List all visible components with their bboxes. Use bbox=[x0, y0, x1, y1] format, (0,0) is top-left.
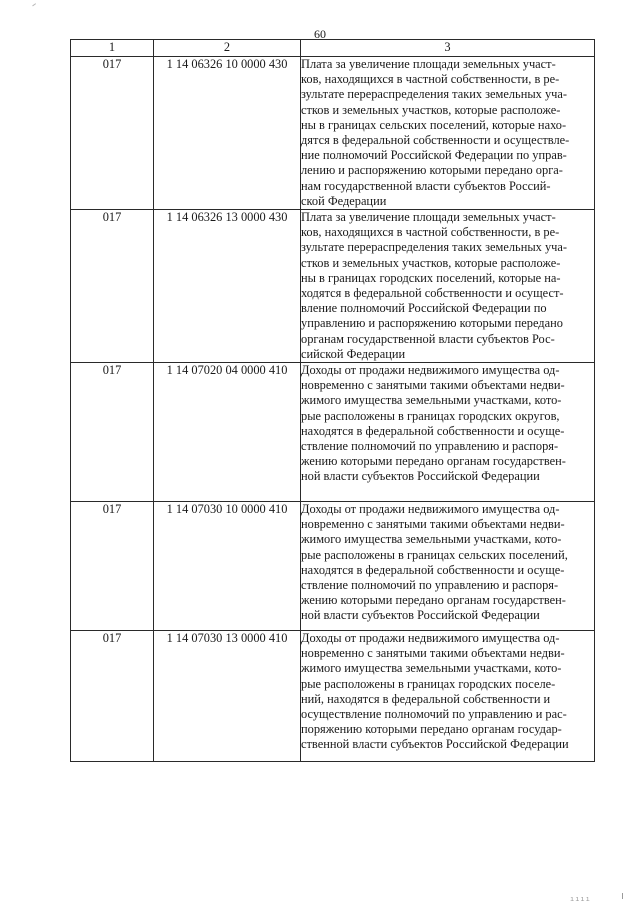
description-line: ние полномочий Российской Федерации по управ- bbox=[301, 148, 567, 163]
description-line: осуществление полномочий по управлению и рас- bbox=[301, 707, 567, 722]
description-line: ной власти субъектов Российской Федерации bbox=[301, 469, 540, 484]
page-number: 60 bbox=[314, 27, 326, 41]
description-line: жению которыми передано органам государствен- bbox=[301, 454, 566, 469]
description-line: рые расположены в границах городских поселе- bbox=[301, 676, 556, 691]
description-line: Плата за увеличение площади земельных участ- bbox=[301, 57, 556, 71]
description-line: ской Федерации bbox=[301, 193, 387, 208]
description-line: жимого имущества земельными участками, кото- bbox=[301, 661, 562, 676]
description-cell bbox=[301, 57, 595, 210]
description-line: жимого имущества земельными участками, кото- bbox=[301, 393, 562, 408]
description-line: находятся в федеральной собственности и осуще- bbox=[301, 423, 565, 438]
description-line: ков, находящихся в частной собственности, в ре- bbox=[301, 225, 560, 240]
revenue-classification-table bbox=[70, 39, 595, 762]
description-line: вление полномочий Российской Федерации по bbox=[301, 301, 547, 316]
description-line: находятся в федеральной собственности и осуще- bbox=[301, 562, 565, 577]
revenue-code-cell: 1 14 07030 10 0000 410 bbox=[154, 502, 301, 631]
table-row bbox=[71, 502, 595, 631]
revenue-code-cell: 1 14 06326 13 0000 430 bbox=[154, 210, 301, 363]
scan-footer-marks: ıııı bbox=[570, 895, 591, 903]
description-line: ны в границах сельских поселений, которые нахо- bbox=[301, 117, 567, 132]
description-line: ствление полномочий по управлению и распоря- bbox=[301, 578, 559, 593]
description-line: рые расположены в границах городских округов, bbox=[301, 408, 560, 423]
scan-footer-tick bbox=[622, 893, 623, 899]
description-line: сийской Федерации bbox=[301, 346, 406, 361]
description-line: жению которыми передано органам государствен- bbox=[301, 593, 566, 608]
description-line: ков, находящихся в частной собственности, в ре- bbox=[301, 72, 560, 87]
description-line: Доходы от продажи недвижимого имущества од- bbox=[301, 363, 560, 378]
description-line: Доходы от продажи недвижимого имущества од- bbox=[301, 631, 560, 646]
description-line: нам государственной власти субъектов Россий- bbox=[301, 178, 551, 193]
revenue-code-cell: 1 14 07030 13 0000 410 bbox=[154, 631, 301, 762]
description-cell bbox=[301, 363, 595, 502]
table-row bbox=[71, 631, 595, 762]
admin-code-cell: 017 bbox=[71, 502, 154, 631]
description-line: ний, находятся в федеральной собственности и bbox=[301, 691, 551, 706]
admin-code-cell: 017 bbox=[71, 210, 154, 363]
description-line: рые расположены в границах сельских поселений, bbox=[301, 547, 568, 562]
table-row bbox=[71, 363, 595, 502]
column-header-2: 2 bbox=[154, 40, 301, 57]
description-line: стков и земельных участков, которые расположе- bbox=[301, 102, 561, 117]
revenue-code-cell: 1 14 06326 10 0000 430 bbox=[154, 57, 301, 210]
admin-code-cell: 017 bbox=[71, 57, 154, 210]
description-line: зультате перераспределения таких земельных уча- bbox=[301, 240, 568, 255]
description-line: ной власти субъектов Российской Федерации bbox=[301, 608, 540, 623]
description-cell bbox=[301, 631, 595, 762]
description-line: Доходы от продажи недвижимого имущества од- bbox=[301, 502, 560, 517]
description-line: жимого имущества земельными участками, кото- bbox=[301, 532, 562, 547]
table-row bbox=[71, 57, 595, 210]
description-line: зультате перераспределения таких земельных уча- bbox=[301, 87, 568, 102]
scan-corner-mark bbox=[32, 3, 38, 9]
description-line: дятся в федеральной собственности и осуществле- bbox=[301, 133, 570, 148]
admin-code-cell: 017 bbox=[71, 631, 154, 762]
description-line: лению и распоряжению которыми передано орга- bbox=[301, 163, 563, 178]
description-line: органам государственной власти субъектов Рос- bbox=[301, 331, 555, 346]
description-line: ны в границах городских поселений, которые на- bbox=[301, 270, 561, 285]
description-line: поряжению которыми передано органам государ- bbox=[301, 722, 562, 737]
admin-code-cell: 017 bbox=[71, 363, 154, 502]
table-header-row bbox=[71, 40, 595, 57]
description-line: управлению и распоряжению которыми передано bbox=[301, 316, 563, 331]
column-header-1: 1 bbox=[71, 40, 154, 57]
description-line: ственной власти субъектов Российской Федерации bbox=[301, 737, 569, 752]
column-header-3: 3 bbox=[301, 40, 595, 57]
description-line: ходятся в федеральной собственности и осущест- bbox=[301, 286, 564, 301]
description-line: новременно с занятыми такими объектами недви- bbox=[301, 378, 565, 393]
revenue-code-cell: 1 14 07020 04 0000 410 bbox=[154, 363, 301, 502]
description-line: новременно с занятыми такими объектами недви- bbox=[301, 646, 565, 661]
description-line: новременно с занятыми такими объектами недви- bbox=[301, 517, 565, 532]
table-row bbox=[71, 210, 595, 363]
description-cell bbox=[301, 210, 595, 363]
description-line: ствление полномочий по управлению и распоря- bbox=[301, 439, 559, 454]
description-line: стков и земельных участков, которые расположе- bbox=[301, 255, 561, 270]
description-line: Плата за увеличение площади земельных участ- bbox=[301, 210, 556, 225]
description-cell bbox=[301, 502, 595, 631]
